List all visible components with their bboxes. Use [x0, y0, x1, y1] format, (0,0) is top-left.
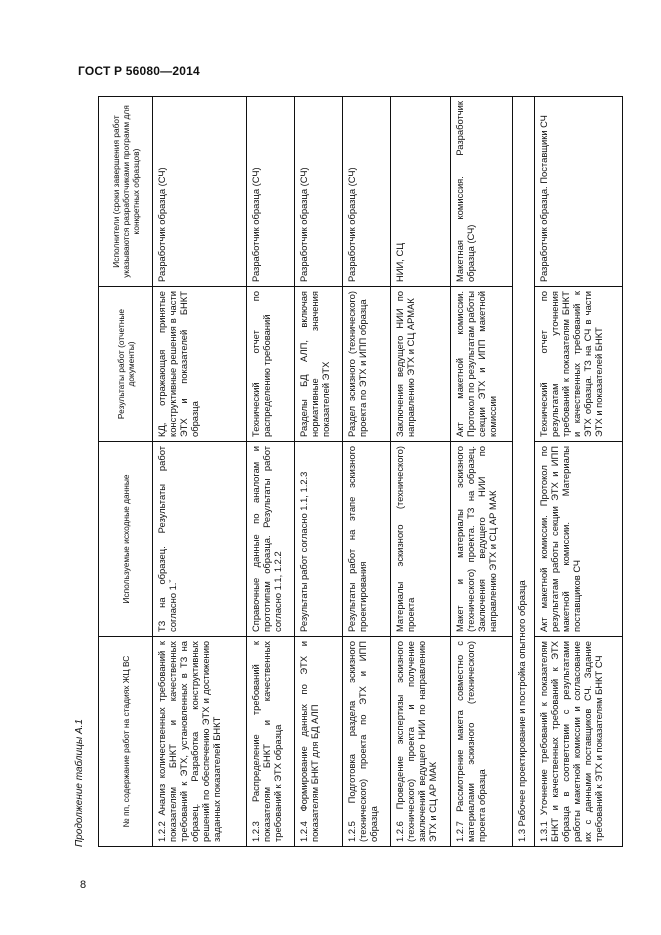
header-inputs: Используемые исходные данные	[99, 442, 153, 637]
table-row	[535, 97, 623, 847]
cell-inputs: Результаты работ на этапе эскизного проектирования	[343, 442, 391, 637]
table-row	[247, 97, 295, 847]
table-row	[343, 97, 391, 847]
table-caption: Продолжение таблицы А.1	[74, 719, 85, 847]
cell-content: 1.2.2 Анализ количественных требований к показателям БНКТ и качественных требований к ЭТХ, установленных в ТЗ на образец. Разработка конструктивных решений по обеспечению ЭТХ и достижению заданных показателей БНКТ	[153, 637, 247, 847]
cell-inputs: Результаты работ согласно 1.1, 1.2.3	[295, 442, 343, 637]
cell-inputs: Справочные данные по аналогам и прототипам образца. Результаты работ согласно 1.1, 1.2.2	[247, 442, 295, 637]
cell-content: 1.3.1 Уточнение требований к показателям БНКТ и качественных требований к ЭТХ образца в соответствии с результатами работы макетной комиссии и согласование их с данными поставщиков СЧ. Задание требований к ЭТХ и показателям БНКТ СЧ	[535, 637, 623, 847]
cell-results: КД, отражающая принятые конструктивные решения в части ЭТХ и показателей БНКТ образца	[153, 287, 247, 442]
cell-results: Раздел эскизного (технического) проекта по ЭТХ и ИПП образца	[343, 287, 391, 442]
table-header-row	[99, 97, 153, 847]
cell-performers: Разработчик образца (СЧ)	[343, 97, 391, 287]
header-performers: Исполнители (сроки завершения работ указываются разработчиками программ для конкретных образцов)	[99, 97, 153, 287]
cell-results: Разделы БД АЛП, включая нормативные значения показателей ЭТХ	[295, 287, 343, 442]
cell-results: Заключения ведущего НИИ по направлению ЭТХ и СЦ АРМАК	[391, 287, 451, 442]
cell-inputs: ТЗ на образец. Результаты работ согласно 1.ˇ	[153, 442, 247, 637]
cell-content: 1.2.6 Проведение экспертизы эскизного (технического) проекта и получение заключений ведущего НИИ по направлению ЭТХ и СЦ АР МАК	[391, 637, 451, 847]
cell-performers: Макетная комиссия. Разработчик образца (СЧ)	[451, 97, 513, 287]
work-table	[98, 96, 623, 847]
header-results: Результаты работ (отчетные документы)	[99, 287, 153, 442]
cell-performers: Разработчик образца (СЧ)	[295, 97, 343, 287]
cell-results: Акт макетной комиссии. Протокол по результатам работы секции ЭТХ и ИПП макетной комиссии	[451, 287, 513, 442]
table-row	[295, 97, 343, 847]
section-row	[513, 97, 535, 847]
cell-performers: НИИ, СЦ	[391, 97, 451, 287]
table-row	[391, 97, 451, 847]
document-code: ГОСТ Р 56080—2014	[78, 64, 200, 78]
table-row	[451, 97, 513, 847]
page-number: 8	[80, 879, 87, 891]
cell-content: 1.2.7 Рассмотрение макета совместно с материалами эскизного (технического) проекта образца	[451, 637, 513, 847]
cell-content: 1.2.5 Подготовка раздела эскизного (технического) проекта по ЭТХ и ИПП образца	[343, 637, 391, 847]
section-heading: 1.3 Рабочее проектирование и постройка опытного образца	[513, 97, 535, 847]
cell-inputs: Материалы эскизного (технического) проекта	[391, 442, 451, 637]
cell-inputs: Макет и материалы эскизного (технического) проекта. ТЗ на образец. Заключения ведущего НИИ по направлению ЭТХ и СЦ АР МАК	[451, 442, 513, 637]
cell-performers: Разработчик образца (СЧ)	[153, 97, 247, 287]
header-content: № пп, содержание работ на стадиях ЖЦ ВС	[99, 637, 153, 847]
table-row	[153, 97, 247, 847]
rotated-table-block	[74, 97, 604, 847]
cell-inputs: Акт макетной комиссии. Протокол по результатам работы секции ЭТХ и ИПП макетной комиссии. Материалы поставщиков СЧ	[535, 442, 623, 637]
cell-performers: Разработчик образца (СЧ)	[247, 97, 295, 287]
cell-results: Технический отчет по распределению требований	[247, 287, 295, 442]
cell-performers: Разработчик образца. Поставщики СЧ	[535, 97, 623, 287]
cell-content: 1.2.4 Формирование данных по ЭТХ и показателям БНКТ для БД АЛП	[295, 637, 343, 847]
cell-results: Технический отчет по результатам уточнения требований к показателям БНКТ и качественных требований к ЭТХ образца. ТЗ на СЧ в части ЭТХ и показателей БНКТ	[535, 287, 623, 442]
cell-content: 1.2.3 Распределение требований к показателям БНКТ и качественных требований к ЭТХ образца	[247, 637, 295, 847]
